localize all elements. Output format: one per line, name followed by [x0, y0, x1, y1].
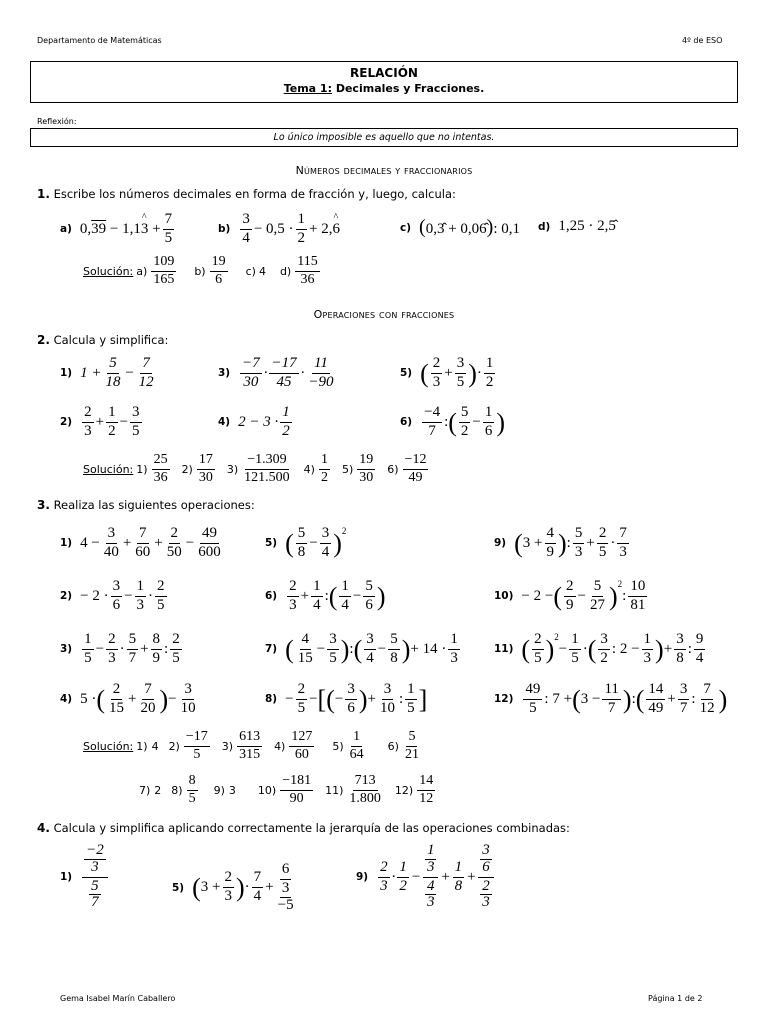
question-1-number: 1.: [37, 187, 50, 201]
exercise-2-6: 6) $\frac{-4}{7}$ : ( $\frac{5}{2}$ − $\frac{1}{6}$ ): [400, 404, 506, 439]
exercise-3-1: 1) 4 − $\frac{3}{40}$ + $\frac{7}{60}$ + $\frac{2}{50}$ − $\frac{49}{600}$: [60, 525, 221, 560]
question-3-text: Realiza las siguientes operaciones:: [53, 498, 255, 512]
page-title: RELACIÓN: [350, 66, 418, 80]
tema-label: Tema 1:: [283, 82, 332, 95]
exercise-2-4: 4) 2 − 3 · $\frac{1}{2}$: [218, 404, 290, 439]
reflexion-quote: Lo único imposible es aquello que no intentas.: [273, 132, 495, 143]
exercise-2-3: 3) $\frac{-7}{30}$ · $\frac{-17}{45}$ · $\frac{11}{-90}$: [218, 355, 334, 390]
exercise-2-1: 1) 1 + $\frac{5}{18}$ − $\frac{7}{12}$: [60, 355, 154, 390]
exercise-3-2: 2) − 2 · $\frac{3}{6}$ − $\frac{1}{3}$ · $\frac{2}{5}$: [60, 578, 165, 613]
question-4-number: 4.: [37, 821, 50, 835]
question-4: [37, 821, 570, 835]
solution-label: Solución:: [83, 264, 134, 278]
exercise-2-5: 5) ( $\frac{2}{3}$ + $\frac{3}{5}$ ) · $\frac{1}{2}$: [400, 355, 494, 390]
question-2-number: 2.: [37, 333, 50, 347]
solution-1d: $\frac{115}{36}$: [297, 254, 318, 287]
exercise-3-7: 7) ( $\frac{4}{15}$ − $\frac{3}{5}$ ) : ( $\frac{3}{4}$ − $\frac{5}{8}$ ) + 14 · $\frac{1}{3}$: [265, 631, 458, 666]
department-header: Departamento de Matemáticas: [37, 36, 162, 45]
solution-3-line-1: Solución: 1) 4 2) $\frac{-17}{5}$ 3) $\frac{613}{315}$ 4) $\frac{127}{60}$ 5) $\frac{1}{64}$ 6) $\frac{5}{21}$: [83, 729, 419, 762]
page-subtitle: [31, 82, 737, 95]
exercise-2-2: 2) $\frac{2}{3}$ + $\frac{1}{2}$ − $\frac{3}{5}$: [60, 404, 140, 439]
section-title-decimales: Números decimales y fraccionarios: [295, 164, 473, 177]
exercise-4-5: 5) ( 3 + $\frac{2}{3}$ ) · $\frac{7}{4}$ + 6 3 −5: [172, 861, 294, 913]
exercise-1c: c) (0,3̂ + 0,06̂): 0,1: [400, 216, 521, 238]
exercise-3-8: 8) − $\frac{2}{5}$ − [ ( − $\frac{3}{6}$ ) + $\frac{3}{10}$ : $\frac{1}{5}$ ]: [265, 681, 428, 716]
question-2: [37, 333, 168, 347]
reflexion-label: Reflexión:: [37, 117, 77, 126]
question-3: [37, 498, 255, 512]
exercise-1a: a) 0,39 − 1,13 ^ + $\frac{7}{5}$: [60, 211, 173, 246]
exercise-3-5: 5) ( $\frac{5}{8}$ − $\frac{3}{4}$ ) $^2$: [265, 525, 347, 560]
exercise-3-6: 6) $\frac{2}{3}$ + $\frac{1}{4}$ : ( $\frac{1}{4}$ − $\frac{5}{6}$ ): [265, 578, 386, 613]
exercise-1d: d) 1,25 · 2,5̂: [538, 218, 616, 234]
question-1-text: Escribe los números decimales en forma de fracción y, luego, calcula:: [53, 187, 456, 201]
exercise-3-11: 11) ( $\frac{2}{5}$ ) $^2$ − $\frac{1}{5}$ · ( $\frac{3}{2}$ : 2 − $\frac{1}{3}$ ) + $\frac{3}{8}$ : $\frac{9}{4}$: [494, 631, 704, 666]
section-title-operaciones: Operaciones con fracciones: [313, 308, 455, 321]
question-1: [37, 187, 456, 201]
exercise-3-10: 10) − 2 − ( $\frac{2}{9}$ − $\frac{5}{27}$ ) $^2$ : $\frac{10}{81}$: [494, 578, 646, 613]
reflexion-box: [30, 128, 738, 147]
exercise-4-1: 1) −2 3 5 7: [60, 843, 110, 911]
exercise-1b: b) $\frac{3}{4}$ − 0,5 · $\frac{1}{2}$ + 2,6 ^: [218, 211, 341, 246]
solution-1: Solución: a) $\frac{109}{165}$ b) $\frac{19}{6}$ c) 4 d) $\frac{115}{36}$: [83, 254, 318, 287]
solution-1b: $\frac{19}{6}$: [211, 254, 226, 287]
solution-1c: 4: [258, 264, 266, 278]
title-box: [30, 61, 738, 103]
question-3-number: 3.: [37, 498, 50, 512]
tema-text: Decimales y Fracciones.: [335, 82, 485, 95]
question-2-text: Calcula y simplifica:: [53, 333, 169, 347]
author-footer: Gema Isabel Marín Caballero: [60, 994, 176, 1003]
solution-2: Solución: 1) $\frac{25}{36}$ 2) $\frac{17}{30}$ 3) $\frac{-1.309}{121.500}$ 4) $\frac{1}{2}$ 5) $\frac{19}{30}$ 6) $\frac{-12}{49}$: [83, 452, 427, 485]
solution-3-line-2: 7) 2 8) $\frac{8}{5}$ 9) 3 10) $\frac{-181}{90}$ 11) $\frac{713}{1.800}$ 12) $\frac{14}{12}$: [139, 773, 434, 806]
exercise-3-9: 9) ( 3 + $\frac{4}{9}$ ) : $\frac{5}{3}$ + $\frac{2}{5}$ · $\frac{7}{3}$: [494, 525, 627, 560]
solution-1a: $\frac{109}{165}$: [153, 254, 175, 287]
course-header: 4º de ESO: [682, 36, 723, 45]
page-number-footer: Página 1 de 2: [648, 994, 703, 1003]
exercise-4-9: 9) $\frac{2}{3}$ · $\frac{1}{2}$ − 1 3 4 3 + $\frac{1}{8}$ + 3 6 2 3: [356, 843, 496, 911]
exercise-3-3: 3) $\frac{1}{5}$ − $\frac{2}{3}$ · $\frac{5}{7}$ + $\frac{8}{9}$ : $\frac{2}{5}$: [60, 631, 180, 666]
exercise-3-4: 4) 5 · ( $\frac{2}{15}$ + $\frac{7}{20}$ ) − $\frac{3}{10}$: [60, 681, 196, 716]
exercise-3-12: 12) $\frac{49}{5}$ : 7 + ( 3 − $\frac{11}{7}$ ) : ( $\frac{14}{49}$ + $\frac{3}{7}$ : $\frac{7}{12}$ ): [494, 681, 728, 716]
question-4-text: Calcula y simplifica aplicando correctamente la jerarquía de las operaciones combinadas:: [53, 821, 570, 835]
